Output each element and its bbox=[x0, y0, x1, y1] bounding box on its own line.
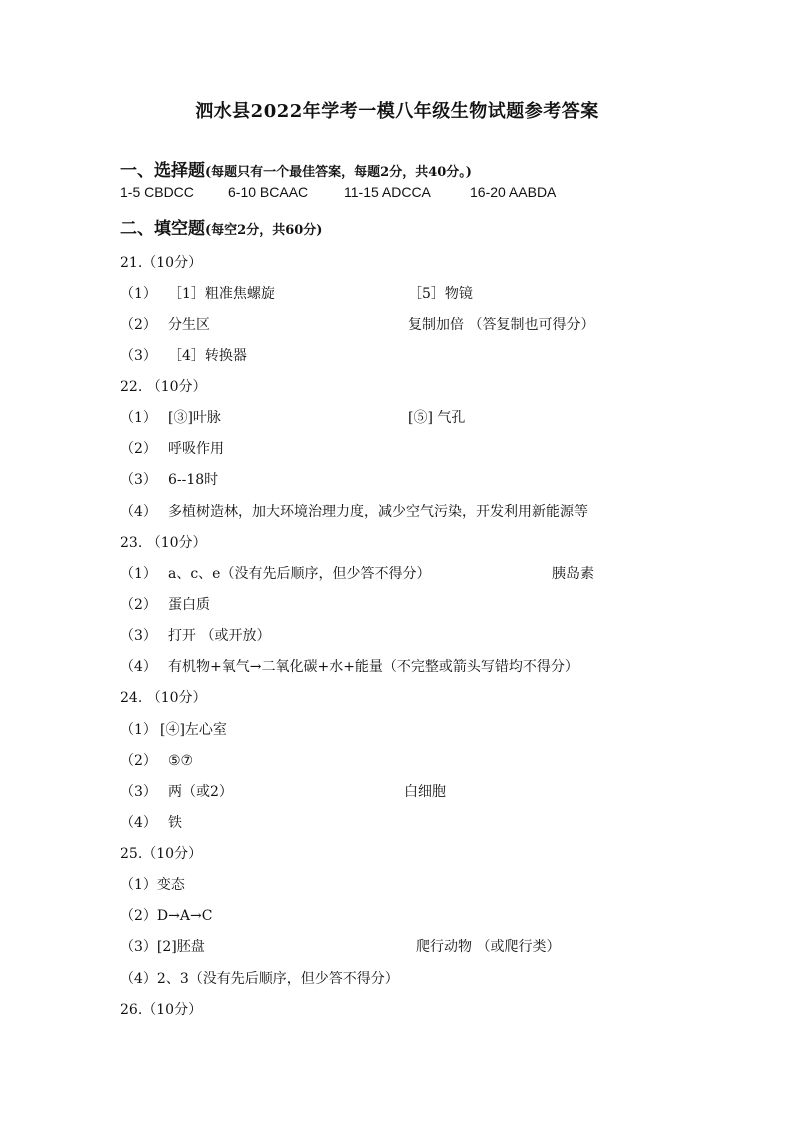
q23-line4-num: （4） bbox=[120, 659, 157, 675]
q21-line2-answer-a: 分生区 bbox=[168, 317, 210, 333]
q24-line4-answer-a: 铁 bbox=[168, 815, 182, 831]
section2-note: (每空2分，共60分) bbox=[205, 223, 323, 238]
q21-line1-answer-b: ［5］物镜 bbox=[408, 286, 473, 302]
q23-line3-num: （3） bbox=[120, 628, 157, 644]
q22-line1-answer-b: [⑤] 气孔 bbox=[408, 410, 466, 426]
section1-title: 一、选择题 bbox=[120, 161, 205, 181]
q23-line2-answer-a: 蛋白质 bbox=[168, 597, 210, 613]
q26-header: 26.（10分） bbox=[120, 1002, 203, 1018]
q24-line4-num: （4） bbox=[120, 815, 157, 831]
q22-line4-num: （4） bbox=[120, 504, 157, 520]
q25-line2: （2）D→A→C bbox=[120, 908, 213, 924]
answer-group: 11-15 ADCCA bbox=[344, 184, 431, 200]
q25-line4: （4）2、3（没有先后顺序，但少答不得分） bbox=[120, 971, 399, 987]
q24-header: 24. （10分） bbox=[120, 690, 207, 706]
section2-heading bbox=[120, 214, 322, 239]
q25-line3-answer-a: （3）[2]胚盘 bbox=[120, 939, 205, 955]
q22-line1-answer-a: [③]叶脉 bbox=[168, 410, 221, 426]
q22-line1-num: （1） bbox=[120, 410, 157, 426]
q21-line3-answer-a: ［4］转换器 bbox=[168, 348, 247, 364]
q24-line3-answer-b: 白细胞 bbox=[404, 784, 446, 800]
q23-line4-answer-a: 有机物+氧气→二氧化碳+水+能量（不完整或箭头写错均不得分） bbox=[168, 659, 579, 675]
q24-line3-answer-a: 两（或2） bbox=[168, 784, 233, 800]
q24-line2-num: （2） bbox=[120, 753, 157, 769]
answer-group: 1-5 CBDCC bbox=[120, 184, 194, 200]
q22-header: 22. （10分） bbox=[120, 379, 207, 395]
q21-line1-num: （1） bbox=[120, 286, 157, 302]
q21-line2-num: （2） bbox=[120, 317, 157, 333]
answer-group: 16-20 AABDA bbox=[470, 184, 557, 200]
q24-line2-answer-a: ⑤⑦ bbox=[168, 753, 194, 769]
q21-line1-answer-a: ［1］粗准焦螺旋 bbox=[168, 286, 275, 302]
q21-line3-num: （3） bbox=[120, 348, 157, 364]
page-title: 泗水县2022年学考一模八年级生物试题参考答案 bbox=[195, 101, 599, 122]
q25-line1: （1）变态 bbox=[120, 877, 185, 893]
q23-header: 23. （10分） bbox=[120, 535, 207, 551]
q22-line2-num: （2） bbox=[120, 441, 157, 457]
q23-line2-num: （2） bbox=[120, 597, 157, 613]
section1-heading bbox=[120, 156, 472, 181]
q22-line3-num: （3） bbox=[120, 472, 157, 488]
q23-line1-answer-a: a、c、e（没有先后顺序，但少答不得分） bbox=[168, 566, 431, 582]
section2-title: 二、填空题 bbox=[120, 219, 205, 239]
q23-line1-answer-b: 胰岛素 bbox=[552, 566, 594, 582]
q25-line3-answer-b: 爬行动物 （或爬行类） bbox=[416, 939, 561, 955]
section1-note: (每题只有一个最佳答案，每题2分，共40分。) bbox=[205, 165, 472, 180]
q22-line4-answer-a: 多植树造林，加大环境治理力度，减少空气污染，开发利用新能源等 bbox=[168, 504, 588, 520]
choice-answers bbox=[120, 184, 556, 200]
q21-header: 21.（10分） bbox=[120, 255, 203, 271]
q23-line3-answer-a: 打开 （或开放） bbox=[168, 628, 271, 644]
q22-line3-answer-a: 6--18时 bbox=[168, 472, 219, 488]
q22-line2-answer-a: 呼吸作用 bbox=[168, 441, 224, 457]
answer-group: 6-10 BCAAC bbox=[228, 184, 309, 200]
q21-line2-answer-b: 复制加倍 （答复制也可得分） bbox=[408, 317, 595, 333]
q23-line1-num: （1） bbox=[120, 566, 157, 582]
q24-line1-answer-a: [④]左心室 bbox=[160, 722, 227, 738]
q25-header: 25.（10分） bbox=[120, 846, 203, 862]
q24-line1-num: （1） bbox=[120, 722, 157, 738]
q24-line3-num: （3） bbox=[120, 784, 157, 800]
